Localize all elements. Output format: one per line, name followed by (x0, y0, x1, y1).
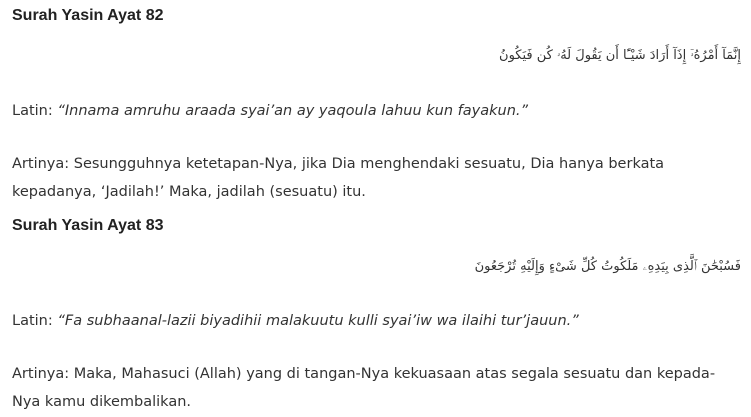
arabic-verse-ayat-82: إِنَّمَآ أَمْرُهُۥٓ إِذَآ أَرَادَ شَيْـًٔا أَن يَقُولَ لَهُۥ كُن فَيَكُونُ (499, 48, 741, 63)
latin-transliteration-ayat-83 (12, 307, 732, 335)
section-heading-ayat-82: Surah Yasin Ayat 82 (12, 7, 164, 24)
latin-label: Latin: (12, 103, 58, 119)
section-heading-ayat-83: Surah Yasin Ayat 83 (12, 217, 164, 234)
latin-text: “Fa subhaanal-lazii biyadihii malakuutu kulli syai’iw wa ilaihi tur’jauun.” (57, 313, 579, 329)
latin-transliteration-ayat-82 (12, 97, 732, 125)
latin-text: “Innama amruhu araada syai’an ay yaqoula lahuu kun fayakun.” (57, 103, 529, 119)
arabic-verse-ayat-83: فَسُبْحَٰنَ ٱلَّذِى بِيَدِهِۦ مَلَكُوتُ كُلِّ شَىْءٍ وَإِلَيْهِ تُرْجَعُونَ (474, 259, 741, 274)
latin-label: Latin: (12, 313, 58, 329)
translation-ayat-82: Artinya: Sesungguhnya ketetapan-Nya, jika Dia menghendaki sesuatu, Dia hanya berkata kepadanya, ‘Jadilah!’ Maka, jadilah (sesuatu) itu. (12, 156, 665, 200)
translation-ayat-83: Artinya: Maka, Mahasuci (Allah) yang di tangan-Nya kekuasaan atas segala sesuatu dan kepada-Nya kamu dikembalikan. (12, 366, 716, 410)
